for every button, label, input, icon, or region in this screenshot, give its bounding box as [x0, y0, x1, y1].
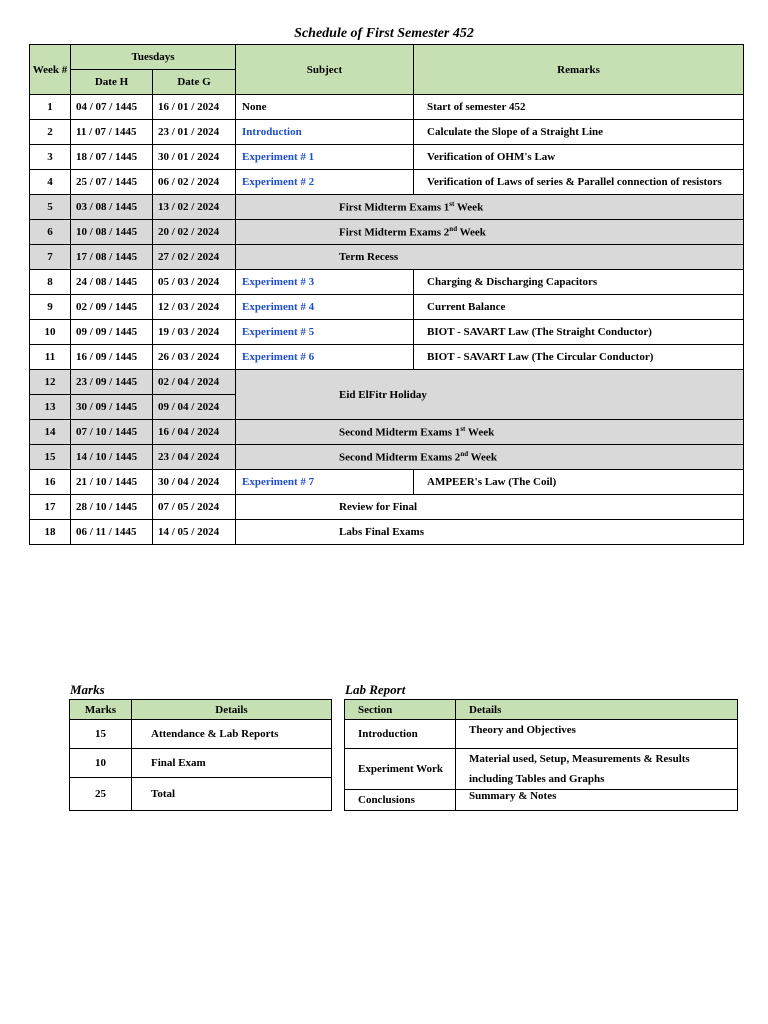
- table-row: [30, 295, 744, 320]
- merged-event-cell: Term Recess: [236, 245, 744, 270]
- lab-report-table: [344, 699, 738, 811]
- week-cell: 18: [30, 520, 71, 545]
- details-line: Material used, Setup, Measurements & Results: [469, 753, 690, 765]
- week-cell: 3: [30, 145, 71, 170]
- remarks-cell: Verification of Laws of series & Parallel connection of resistors: [414, 170, 744, 195]
- section-cell: Conclusions: [345, 790, 456, 811]
- date-h-cell: 04 / 07 / 1445: [71, 95, 153, 120]
- date-g-cell: 09 / 04 / 2024: [153, 395, 236, 420]
- date-g-cell: 07 / 05 / 2024: [153, 495, 236, 520]
- merged-event-cell: [236, 445, 744, 470]
- week-cell: 2: [30, 120, 71, 145]
- section-cell: Introduction: [345, 720, 456, 749]
- event-text: Second Midterm Exams 1: [339, 426, 461, 439]
- date-h-cell: 06 / 11 / 1445: [71, 520, 153, 545]
- date-h-cell: 02 / 09 / 1445: [71, 295, 153, 320]
- date-g-cell: 16 / 04 / 2024: [153, 420, 236, 445]
- header-tuesdays: Tuesdays: [71, 45, 236, 70]
- table-row: [30, 520, 744, 545]
- header-date-h: Date H: [71, 70, 153, 95]
- table-row: [30, 370, 744, 395]
- subject-cell: Experiment # 4: [236, 295, 414, 320]
- marks-detail: Final Exam: [132, 749, 332, 778]
- merged-event-cell: [236, 220, 744, 245]
- merged-event-cell: [236, 420, 744, 445]
- details-cell: Summary & Notes: [456, 790, 738, 811]
- date-g-cell: 14 / 05 / 2024: [153, 520, 236, 545]
- table-row: [70, 720, 332, 749]
- subject-cell: Experiment # 5: [236, 320, 414, 345]
- date-h-cell: 09 / 09 / 1445: [71, 320, 153, 345]
- header-date-g: Date G: [153, 70, 236, 95]
- date-g-cell: 23 / 01 / 2024: [153, 120, 236, 145]
- table-row: [345, 749, 738, 790]
- table-row: [30, 270, 744, 295]
- date-g-cell: 26 / 03 / 2024: [153, 345, 236, 370]
- date-h-cell: 23 / 09 / 1445: [71, 370, 153, 395]
- remarks-cell: Current Balance: [414, 295, 744, 320]
- ordinal-suffix: nd: [460, 450, 469, 459]
- table-row: [345, 720, 738, 749]
- date-h-cell: 07 / 10 / 1445: [71, 420, 153, 445]
- date-g-cell: 23 / 04 / 2024: [153, 445, 236, 470]
- remarks-cell: Calculate the Slope of a Straight Line: [414, 120, 744, 145]
- week-cell: 15: [30, 445, 71, 470]
- merged-event-cell: Labs Final Exams: [236, 520, 744, 545]
- week-cell: 11: [30, 345, 71, 370]
- marks-value: 15: [70, 720, 132, 749]
- remarks-cell: BIOT - SAVART Law (The Straight Conductor): [414, 320, 744, 345]
- merged-event-cell: [236, 195, 744, 220]
- date-h-cell: 28 / 10 / 1445: [71, 495, 153, 520]
- lab-report-caption: Lab Report: [345, 682, 406, 697]
- date-g-cell: 30 / 04 / 2024: [153, 470, 236, 495]
- table-row: [30, 95, 744, 120]
- remarks-cell: BIOT - SAVART Law (The Circular Conductor): [414, 345, 744, 370]
- date-h-cell: 24 / 08 / 1445: [71, 270, 153, 295]
- table-row: [30, 145, 744, 170]
- date-h-cell: 30 / 09 / 1445: [71, 395, 153, 420]
- header-remarks: Remarks: [414, 45, 744, 95]
- marks-caption: Marks: [70, 682, 105, 697]
- week-cell: 5: [30, 195, 71, 220]
- event-text-tail: Week: [465, 426, 495, 439]
- date-h-cell: 14 / 10 / 1445: [71, 445, 153, 470]
- date-h-cell: 18 / 07 / 1445: [71, 145, 153, 170]
- header-details: Details: [132, 700, 332, 720]
- header-section: Section: [345, 700, 456, 720]
- table-row: [30, 420, 744, 445]
- date-h-cell: 17 / 08 / 1445: [71, 245, 153, 270]
- subject-cell: Introduction: [236, 120, 414, 145]
- table-row: [30, 170, 744, 195]
- date-h-cell: 25 / 07 / 1445: [71, 170, 153, 195]
- schedule-table: [29, 44, 744, 545]
- date-g-cell: 12 / 03 / 2024: [153, 295, 236, 320]
- date-g-cell: 27 / 02 / 2024: [153, 245, 236, 270]
- page-title: Schedule of First Semester 452: [294, 26, 474, 41]
- date-g-cell: 30 / 01 / 2024: [153, 145, 236, 170]
- marks-table: [69, 699, 332, 811]
- details-cell: Theory and Objectives: [456, 720, 738, 749]
- week-cell: 9: [30, 295, 71, 320]
- ordinal-suffix: st: [460, 425, 466, 434]
- table-row: [30, 220, 744, 245]
- date-h-cell: 10 / 08 / 1445: [71, 220, 153, 245]
- header-subject: Subject: [236, 45, 414, 95]
- week-cell: 8: [30, 270, 71, 295]
- remarks-cell: Charging & Discharging Capacitors: [414, 270, 744, 295]
- event-text: First Midterm Exams 2: [339, 226, 450, 239]
- date-h-cell: 16 / 09 / 1445: [71, 345, 153, 370]
- header-details: Details: [456, 700, 738, 720]
- date-g-cell: 13 / 02 / 2024: [153, 195, 236, 220]
- table-row: [70, 778, 332, 811]
- ordinal-suffix: st: [449, 200, 455, 209]
- subject-cell: Experiment # 1: [236, 145, 414, 170]
- merged-event-cell: Eid ElFitr Holiday: [236, 370, 744, 420]
- week-cell: 13: [30, 395, 71, 420]
- table-row: [30, 345, 744, 370]
- subject-cell: Experiment # 2: [236, 170, 414, 195]
- details-line: including Tables and Graphs: [469, 773, 605, 785]
- week-cell: 10: [30, 320, 71, 345]
- date-h-cell: 03 / 08 / 1445: [71, 195, 153, 220]
- week-cell: 4: [30, 170, 71, 195]
- table-row: [30, 195, 744, 220]
- remarks-cell: AMPEER's Law (The Coil): [414, 470, 744, 495]
- date-g-cell: 06 / 02 / 2024: [153, 170, 236, 195]
- week-cell: 12: [30, 370, 71, 395]
- subject-cell: Experiment # 3: [236, 270, 414, 295]
- week-cell: 6: [30, 220, 71, 245]
- marks-value: 25: [70, 778, 132, 811]
- week-cell: 1: [30, 95, 71, 120]
- header-marks: Marks: [70, 700, 132, 720]
- date-g-cell: 05 / 03 / 2024: [153, 270, 236, 295]
- table-row: [30, 245, 744, 270]
- merged-event-cell: Review for Final: [236, 495, 744, 520]
- marks-value: 10: [70, 749, 132, 778]
- remarks-cell: Start of semester 452: [414, 95, 744, 120]
- subject-cell: Experiment # 6: [236, 345, 414, 370]
- table-row: [30, 445, 744, 470]
- remarks-cell: Verification of OHM's Law: [414, 145, 744, 170]
- table-row: [30, 120, 744, 145]
- date-h-cell: 11 / 07 / 1445: [71, 120, 153, 145]
- event-text: Second Midterm Exams 2: [339, 451, 461, 464]
- table-row: [30, 320, 744, 345]
- table-row: [30, 470, 744, 495]
- details-cell: [456, 749, 738, 790]
- section-cell: Experiment Work: [345, 749, 456, 790]
- week-cell: 7: [30, 245, 71, 270]
- table-row: [30, 495, 744, 520]
- week-cell: 14: [30, 420, 71, 445]
- date-h-cell: 21 / 10 / 1445: [71, 470, 153, 495]
- event-text-tail: Week: [468, 451, 497, 464]
- date-g-cell: 19 / 03 / 2024: [153, 320, 236, 345]
- date-g-cell: 16 / 01 / 2024: [153, 95, 236, 120]
- ordinal-suffix: nd: [449, 225, 458, 234]
- date-g-cell: 02 / 04 / 2024: [153, 370, 236, 395]
- subject-cell: Experiment # 7: [236, 470, 414, 495]
- event-text-tail: Week: [457, 226, 486, 239]
- table-row: [345, 790, 738, 811]
- marks-detail: Attendance & Lab Reports: [132, 720, 332, 749]
- subject-cell: None: [236, 95, 414, 120]
- week-cell: 17: [30, 495, 71, 520]
- week-cell: 16: [30, 470, 71, 495]
- table-row: [70, 749, 332, 778]
- event-text: First Midterm Exams 1: [339, 201, 450, 214]
- event-text-tail: Week: [454, 201, 484, 214]
- marks-detail: Total: [132, 778, 332, 811]
- header-week: Week #: [30, 45, 71, 95]
- date-g-cell: 20 / 02 / 2024: [153, 220, 236, 245]
